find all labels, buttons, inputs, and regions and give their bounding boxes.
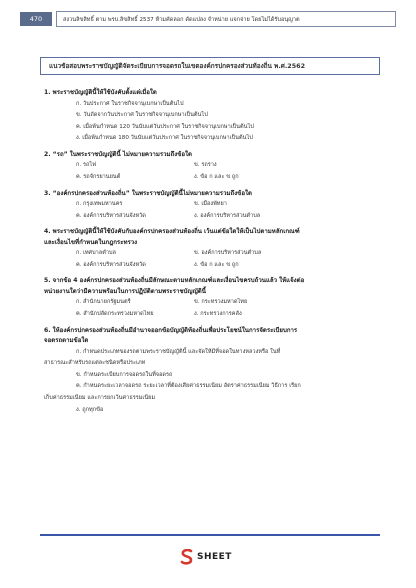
option: ก. สำนักนายกรัฐมนตรี [76, 299, 131, 306]
option-cont: เก็บค่าธรรมเนียม และการยกเว้นค่าธรรมเนียม [44, 395, 156, 401]
option: ก. วันประกาศ ในราชกิจจานุเบกษาเป็นต้นไป [76, 100, 184, 107]
copyright-notice: สงวนลิขสิทธิ์ ตาม พรบ.ลิขสิทธิ์ 2537 ห้ามคัดลอก ดัดแปลง จำหน่าย แจกจ่าย โดยไม่ได้รับอนุญาต [56, 11, 396, 27]
option: ค. องค์การบริหารส่วนจังหวัด [76, 261, 146, 268]
questions-content [44, 88, 380, 416]
option: ข. องค์การบริหารส่วนตำบล [194, 250, 262, 257]
question-5: 5. จากข้อ 4 องค์กรปกครองส่วนท้องถิ่นมีลักษณะตามหลักเกณฑ์และเงื่อนไขครบถ้วนแล้ว ให้แจ้งต่อ [44, 277, 305, 285]
question-5-cont: หน่วยงานใดว่ามีความพร้อมในการปฏิบัติตามพระราชบัญญัตินี้ [44, 287, 206, 295]
option: ข. รถราง [194, 162, 217, 169]
option: ก. รถไฟ [76, 162, 97, 169]
question-6: 6. ให้องค์กรปกครองส่วนท้องถิ่นมีอำนาจออกข้อบัญญัติท้องถิ่นเพื่อประโยชน์ในการจัดระเบียบการ [44, 326, 298, 334]
logo-text: SHEET [197, 552, 232, 562]
question-4: 4. พระราชบัญญัตินี้ให้ใช้บังคับกับองค์กรปกครองส่วนท้องถิ่น เว้นแต่ข้อใดให้เป็นไปตามหลักเกณฑ์ [44, 228, 300, 236]
option: ข. วันถัดจากวันประกาศ ในราชกิจจานุเบกษาเป็นต้นไป [76, 112, 208, 119]
option: ค. รถจักรยานยนต์ [76, 173, 121, 180]
page-header [0, 0, 416, 36]
question-2: 2. “รถ” ในพระราชบัญญัตินี้ ไม่หมายความรวมถึงข้อใด [44, 150, 192, 158]
option: ก. เทศบาลตำบล [76, 250, 116, 257]
option: ง. องค์การบริหารส่วนตำบล [194, 212, 261, 219]
option: ค. สำนักปลัดกระทรวงมหาดไทย [76, 311, 154, 318]
option: ก. กำหนดประเภทของรถตามพระราชบัญญัตินี้ และจัดให้มีที่จอดในทางหลวงหรือ ในที่ [76, 348, 281, 355]
option: ค. กำหนดระยะเวลาจอดรถ ระยะเวลาที่ต้องเสียค่าธรรมเนียม อัตราค่าธรรมเนียม วิธีการ เรียก [76, 383, 301, 390]
option: ข. กำหนดระเบียบการจอดรถในที่จอดรถ [76, 371, 173, 378]
option-cont: สาธารณะสำหรับรถแต่ละชนิดหรือประเภท [44, 360, 146, 367]
sheet-logo-icon [180, 549, 194, 565]
option: ก. กรุงเทพมหานคร [76, 201, 123, 208]
option: ข. กระทรวงมหาดไทย [194, 299, 248, 306]
option: ง. เมื่อพ้นกำหนด 180 วันนับแต่วันประกาศ ในราชกิจจานุเบกษาเป็นต้นไป [76, 135, 253, 142]
option: ค. องค์การบริหารส่วนจังหวัด [76, 212, 146, 219]
question-3: 3. “องค์กรปกครองส่วนท้องถิ่น” ในพระราชบัญญัตินี้ไม่หมายความรวมถึงข้อใด [44, 189, 252, 197]
page-number: 470 [20, 12, 52, 26]
question-4-cont: และเงื่อนไขที่กำหนดในกฎกระทรวง [44, 238, 138, 246]
sheet-logo [180, 547, 232, 567]
option: ง. ข้อ ก และ ข ถูก [194, 261, 239, 268]
question-6-cont: จอดรถตามข้อใด [44, 337, 89, 345]
footer-divider [40, 534, 380, 536]
option: ง. ข้อ ก และ ข ถูก [194, 173, 239, 180]
option: ง. กระทรวงการคลัง [194, 311, 242, 318]
option: ง. ถูกทุกข้อ [76, 406, 104, 413]
section-title: แนวข้อสอบพระราชบัญญัติจัดระเบียบการจอดรถในเขตองค์กรปกครองส่วนท้องถิ่น พ.ศ.2562 [40, 57, 380, 75]
option: ค. เมื่อพ้นกำหนด 120 วันนับแต่วันประกาศ ในราชกิจจานุเบกษาเป็นต้นไป [76, 123, 254, 130]
option: ข. เมืองพัทยา [194, 201, 227, 208]
question-1: 1. พระราชบัญญัตินี้ให้ใช้บังคับตั้งแต่เมื่อใด [44, 89, 157, 96]
